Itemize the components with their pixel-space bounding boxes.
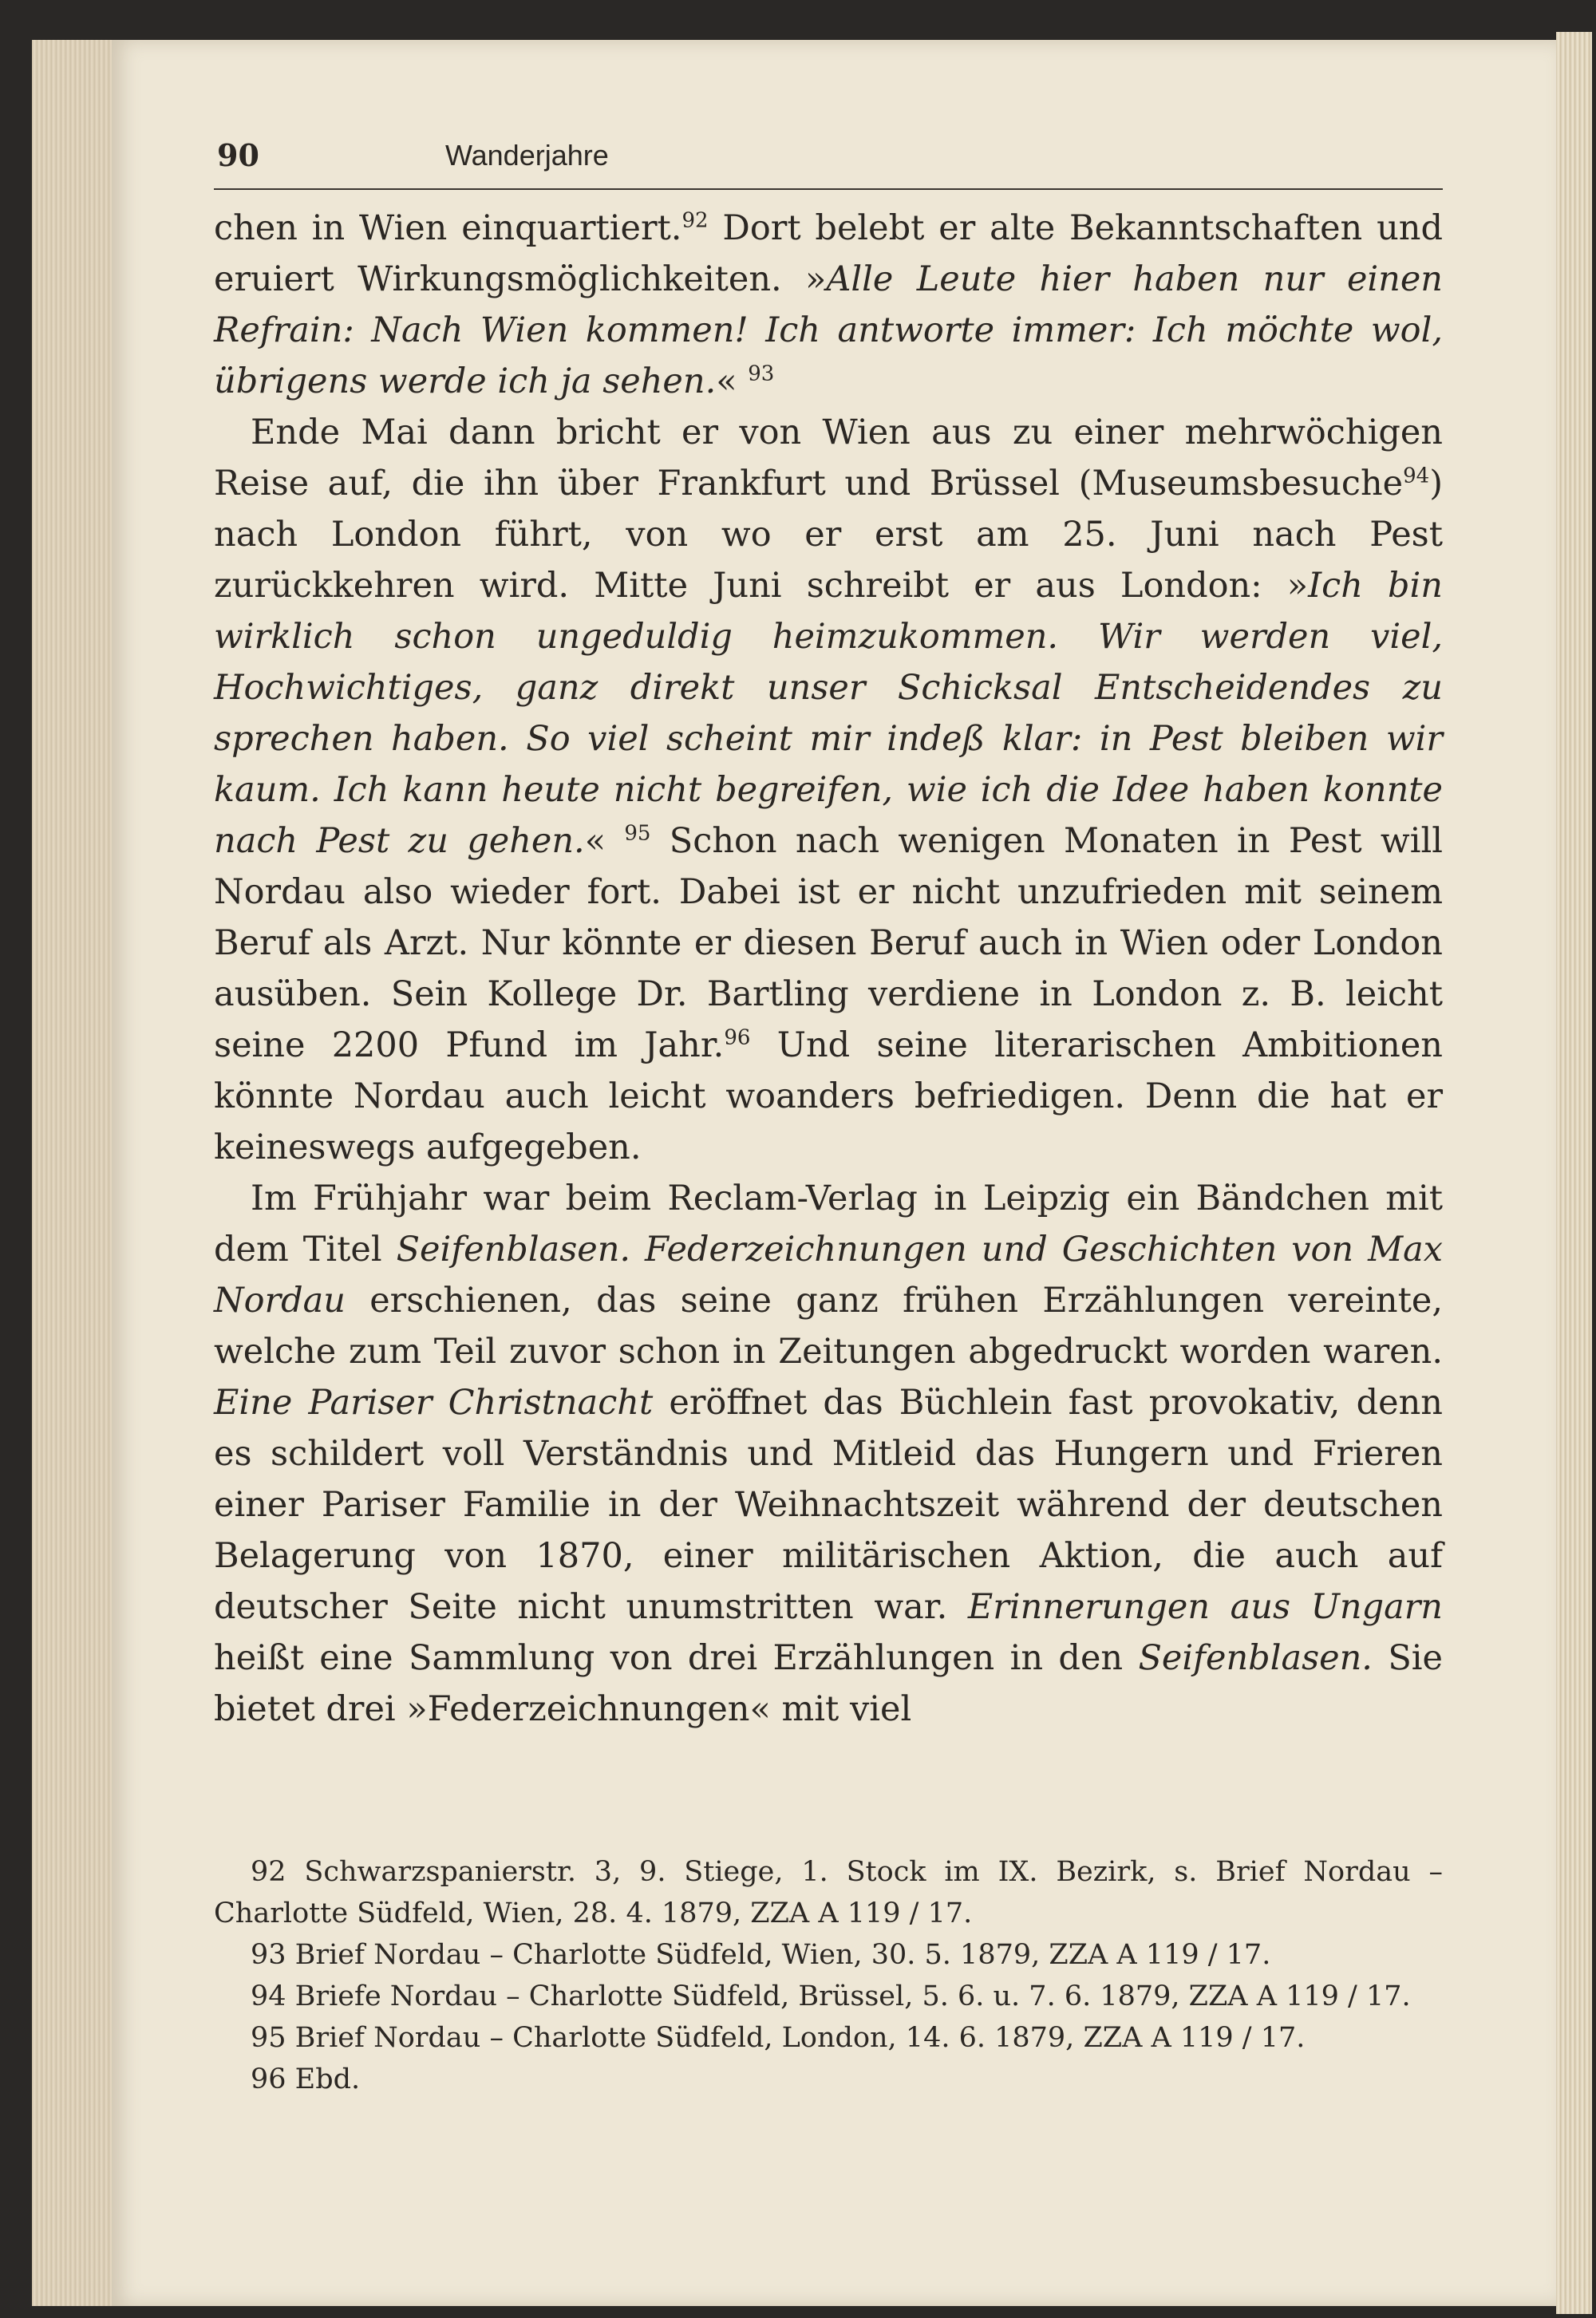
text-run: heißt eine Sammlung von drei Erzählungen in den	[214, 1638, 1139, 1678]
text-run: «	[584, 821, 625, 861]
footnotes	[214, 1851, 1443, 2100]
text-run: Und seine literarischen Ambitionen könnte Nordau auch leicht woanders befriedigen. Denn die hat er keineswegs aufgegeben.	[214, 1025, 1443, 1167]
italic-run: Alle Leute hier haben nur einen Refrain: Nach Wien kommen! Ich antworte immer: Ich möchte wol, übrigens werde ich ja sehen.	[214, 259, 1443, 401]
footnote: 96 Ebd.	[251, 2063, 361, 2095]
text-run: erschienen, das seine ganz frühen Erzählungen vereinte, welche zum Teil zuvor schon in Zeitungen abgedruckt worden waren.	[214, 1281, 1443, 1372]
text-run: Ende Mai dann bricht er von Wien aus zu einer mehrwöchigen Reise auf, die ihn über Frankfurt und Brüssel (Museumsbesuche	[214, 413, 1443, 503]
footnote-ref: 94	[1403, 464, 1430, 488]
running-head: Wanderjahre	[445, 139, 609, 172]
paragraph	[214, 1173, 1443, 1735]
text-run: eröffnet das Büchlein fast provokativ, denn es schildert voll Verständnis und Mitleid das Hungern und Frieren einer Pariser Familie in der Weihnachtszeit während der deutschen Belagerung von 1870, einer militärischen Aktion, die auch auf deutscher Seite nicht unumstritten war.	[214, 1383, 1443, 1627]
page-content	[214, 120, 1443, 2100]
paragraph	[214, 407, 1443, 1173]
text-run: ) nach London führt, von wo er erst am 25. Juni nach Pest zurückkehren wird. Mitte Juni schreibt er aus London: »	[214, 464, 1443, 606]
italic-run: Ich bin wirklich schon ungeduldig heimzukommen. Wir werden viel, Hochwichtiges, ganz direkt unser Schicksal Entscheidendes zu sprechen haben. So viel scheint mir indeß klar: in Pest bleiben wir kaum. Ich kann heute nicht begreifen, wie ich die Idee haben konnte nach Pest zu gehen.	[214, 566, 1444, 861]
footnote-ref: 95	[624, 821, 651, 846]
footnote-ref: 93	[748, 361, 775, 386]
text-run: Dort belebt er alte Bekanntschaften und eruiert Wirkungsmöglichkeiten. »	[214, 208, 1443, 299]
text-run: chen in Wien einquartiert.	[214, 208, 682, 248]
italic-run: Erinnerungen aus Ungarn	[967, 1587, 1443, 1627]
footnote: 94 Briefe Nordau – Charlotte Südfeld, Brüssel, 5. 6. u. 7. 6. 1879, ZZA A 119 / 17.	[251, 1980, 1411, 2012]
footnote-ref: 96	[724, 1025, 751, 1050]
text-run: «	[716, 361, 749, 401]
footnote-ref: 92	[681, 208, 709, 233]
page-header	[214, 120, 1443, 190]
footnote: 93 Brief Nordau – Charlotte Südfeld, Wien, 30. 5. 1879, ZZA A 119 / 17.	[251, 1939, 1271, 1971]
text-run: Im Frühjahr war beim Reclam-Verlag in Leipzig ein Bändchen mit dem Titel	[214, 1179, 1443, 1270]
book-page-edges-left	[32, 40, 112, 2306]
text-run: Sie bietet drei »Federzeichnungen« mit viel	[214, 1638, 1444, 1729]
page-number: 90	[217, 137, 259, 173]
footnote: 95 Brief Nordau – Charlotte Südfeld, London, 14. 6. 1879, ZZA A 119 / 17.	[251, 2022, 1306, 2054]
book-page-edges-right	[1556, 32, 1592, 2314]
footnote: 92 Schwarzspanierstr. 3, 9. Stiege, 1. Stock im IX. Bezirk, s. Brief Nordau – Charlotte Südfeld, Wien, 28. 4. 1879, ZZA A 119 / 17.	[214, 1856, 1443, 1929]
italic-run: Seifenblasen. Federzeichnungen und Geschichten von Max Nordau	[214, 1230, 1443, 1321]
italic-run: Eine Pariser Christnacht	[214, 1383, 654, 1423]
text-run: Schon nach wenigen Monaten in Pest will Nordau also wieder fort. Dabei ist er nicht unzufrieden mit seinem Beruf als Arzt. Nur könnte er diesen Beruf auch in Wien oder London ausüben. Sein Kollege Dr. Bartling verdiene in London z. B. leicht seine 2200 Pfund im Jahr.	[214, 821, 1443, 1065]
body-text	[214, 190, 1443, 1735]
paragraph	[214, 203, 1443, 407]
italic-run: Seifenblasen.	[1138, 1638, 1373, 1678]
